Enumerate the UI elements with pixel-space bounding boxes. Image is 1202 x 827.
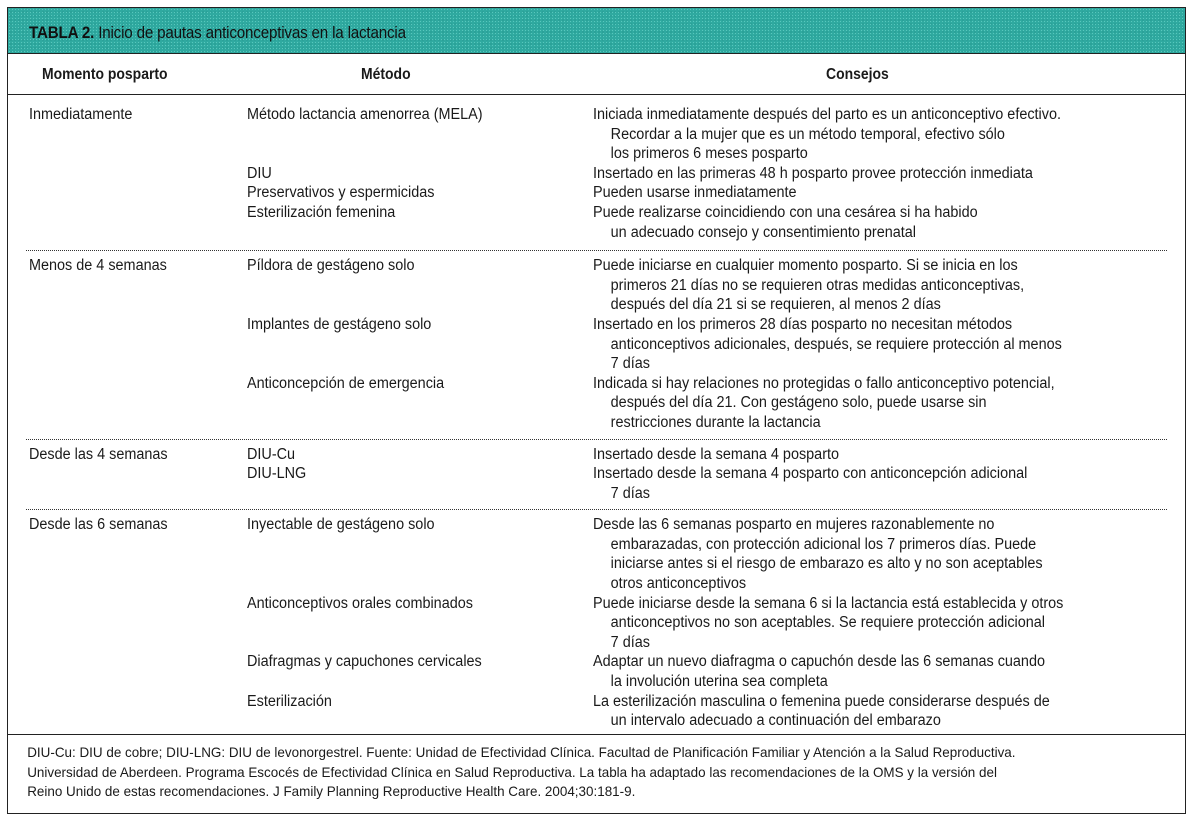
moment-cell xyxy=(26,594,247,653)
method-label: DIU-Cu xyxy=(247,445,296,463)
advice-text: Insertado en las primeras 48 h posparto provee protección inmediata xyxy=(593,164,1033,182)
moment-cell xyxy=(26,203,247,242)
table-row xyxy=(26,464,1167,503)
advice-text: Recordar a la mujer que es un método temporal, efectivo sólo xyxy=(610,125,1005,143)
table-row xyxy=(26,445,1167,465)
method-cell xyxy=(247,594,593,653)
moment-label: Menos de 4 semanas xyxy=(29,257,167,275)
moment-cell xyxy=(26,445,247,465)
table-title-bar xyxy=(8,8,1185,54)
column-header-moment: Momento posparto xyxy=(42,66,168,83)
table-group xyxy=(26,251,1167,439)
advice-cell xyxy=(593,464,1167,503)
method-cell xyxy=(247,652,593,691)
advice-text: anticonceptivos adicionales, después, se requiere protección al menos xyxy=(610,335,1062,353)
table-title xyxy=(29,24,406,43)
method-label: Implantes de gestágeno solo xyxy=(247,315,432,333)
method-cell xyxy=(247,315,593,374)
moment-cell xyxy=(26,464,247,503)
table-number: TABLA 2. xyxy=(29,24,95,42)
method-cell xyxy=(247,105,593,164)
moment-cell xyxy=(26,164,247,184)
method-cell xyxy=(247,183,593,203)
advice-cell xyxy=(593,652,1167,691)
advice-cell xyxy=(593,164,1167,184)
table-row xyxy=(26,692,1167,731)
moment-cell xyxy=(26,183,247,203)
method-cell xyxy=(247,464,593,503)
method-cell xyxy=(247,374,593,433)
advice-text: restricciones durante la lactancia xyxy=(610,413,821,431)
advice-text: Indicada si hay relaciones no protegidas o fallo anticonceptivo potencial, xyxy=(593,374,1055,392)
moment-cell xyxy=(26,515,247,593)
advice-text: embarazadas, con protección adicional los 7 primeros días. Puede xyxy=(610,535,1037,553)
method-label: Anticonceptivos orales combinados xyxy=(247,594,473,612)
method-label: Esterilización femenina xyxy=(247,203,396,221)
advice-text: 7 días xyxy=(610,355,650,373)
moment-label: Desde las 4 semanas xyxy=(29,445,168,463)
advice-cell xyxy=(593,203,1167,242)
table-footnote xyxy=(8,734,1185,813)
advice-text: primeros 21 días no se requieren otras medidas anticonceptivas, xyxy=(610,276,1025,294)
moment-cell xyxy=(26,315,247,374)
method-label: Método lactancia amenorrea (MELA) xyxy=(247,106,483,123)
advice-cell xyxy=(593,374,1167,433)
advice-cell xyxy=(593,692,1167,731)
advice-cell xyxy=(593,515,1167,593)
advice-text: Insertado desde la semana 4 posparto con anticoncepción adicional xyxy=(593,465,1028,483)
table-row xyxy=(26,105,1167,164)
advice-text: Puede realizarse coincidiendo con una cesárea si ha habido xyxy=(593,203,978,221)
advice-text: Puede iniciarse en cualquier momento posparto. Si se inicia en los xyxy=(593,257,1018,275)
table-row xyxy=(26,203,1167,242)
advice-text: Insertado desde la semana 4 posparto xyxy=(593,445,840,463)
advice-text: 7 días xyxy=(610,484,650,502)
table-group xyxy=(26,440,1167,511)
moment-cell xyxy=(26,652,247,691)
moment-cell xyxy=(26,374,247,433)
method-label: Píldora de gestágeno solo xyxy=(247,257,415,275)
table-row xyxy=(26,315,1167,374)
method-cell xyxy=(247,515,593,593)
method-label: Preservativos y espermicidas xyxy=(247,184,435,202)
moment-cell xyxy=(26,105,247,164)
method-label: Inyectable de gestágeno solo xyxy=(247,516,435,534)
table-row xyxy=(26,374,1167,433)
advice-text: después del día 21. Con gestágeno solo, puede usarse sin xyxy=(610,394,987,412)
advice-cell xyxy=(593,445,1167,465)
footnote-line: DIU-Cu: DIU de cobre; DIU-LNG: DIU de levonorgestrel. Fuente: Unidad de Efectividad Clínica. Facultad de Planificación Familiar y Atención a la Salud Reproductiva. xyxy=(27,744,1016,760)
advice-text: Desde las 6 semanas posparto en mujeres razonablemente no xyxy=(593,516,995,534)
table-group xyxy=(26,95,1167,251)
method-cell xyxy=(247,164,593,184)
advice-text: Puede iniciarse desde la semana 6 si la lactancia está establecida y otros xyxy=(593,594,1064,612)
method-cell xyxy=(247,203,593,242)
moment-label: Inmediatamente xyxy=(29,106,133,123)
method-cell xyxy=(247,692,593,731)
method-label: Esterilización xyxy=(247,692,332,710)
footnote-line: Universidad de Aberdeen. Programa Escocés de Efectividad Clínica en Salud Reproductiva. La tabla ha adaptado las recomendaciones de la OMS y la versión del xyxy=(27,763,997,780)
moment-cell xyxy=(26,692,247,731)
table-group xyxy=(26,510,1167,739)
moment-label: Desde las 6 semanas xyxy=(29,516,168,534)
advice-text: un intervalo adecuado a continuación del embarazo xyxy=(610,712,941,730)
table-row xyxy=(26,515,1167,593)
advice-text: Adaptar un nuevo diafragma o capuchón desde las 6 semanas cuando xyxy=(593,653,1045,671)
table-row xyxy=(26,256,1167,315)
advice-text: la involución uterina sea completa xyxy=(610,673,828,691)
method-label: DIU-LNG xyxy=(247,465,307,483)
advice-text: los primeros 6 meses posparto xyxy=(610,145,808,163)
advice-cell xyxy=(593,315,1167,374)
advice-cell xyxy=(593,594,1167,653)
method-label: Anticoncepción de emergencia xyxy=(247,374,445,392)
advice-text: Pueden usarse inmediatamente xyxy=(593,184,797,202)
table-title-text: Inicio de pautas anticonceptivas en la lactancia xyxy=(98,24,406,42)
advice-text: La esterilización masculina o femenina puede considerarse después de xyxy=(593,692,1050,710)
table-row xyxy=(26,652,1167,691)
table-row xyxy=(26,164,1167,184)
method-label: DIU xyxy=(247,164,272,182)
advice-text: anticonceptivos no son aceptables. Se requiere protección adicional xyxy=(610,614,1046,632)
column-header-advice: Consejos xyxy=(826,66,889,83)
table-body xyxy=(8,95,1185,739)
table-row xyxy=(26,594,1167,653)
advice-text: un adecuado consejo y consentimiento prenatal xyxy=(610,223,917,241)
advice-text: después del día 21 si se requieren, al menos 2 días xyxy=(610,296,941,314)
table-frame xyxy=(7,7,1186,814)
advice-text: Iniciada inmediatamente después del parto es un anticonceptivo efectivo. xyxy=(593,106,1061,123)
footnote-line: Reino Unido de estas recomendaciones. J Family Planning Reproductive Health Care. 2004;30:181-9. xyxy=(27,783,636,800)
advice-text: Insertado en los primeros 28 días posparto no necesitan métodos xyxy=(593,315,1013,333)
advice-text: 7 días xyxy=(610,633,650,651)
method-cell xyxy=(247,256,593,315)
advice-cell xyxy=(593,105,1167,164)
moment-cell xyxy=(26,256,247,315)
advice-text: iniciarse antes si el riesgo de embarazo es alto y no son aceptables xyxy=(610,555,1043,573)
column-header-method: Método xyxy=(361,66,411,83)
table-row xyxy=(26,183,1167,203)
advice-cell xyxy=(593,183,1167,203)
method-label: Diafragmas y capuchones cervicales xyxy=(247,653,482,671)
method-cell xyxy=(247,445,593,465)
advice-text: otros anticonceptivos xyxy=(610,575,747,593)
advice-cell xyxy=(593,256,1167,315)
column-header-row xyxy=(8,54,1185,95)
